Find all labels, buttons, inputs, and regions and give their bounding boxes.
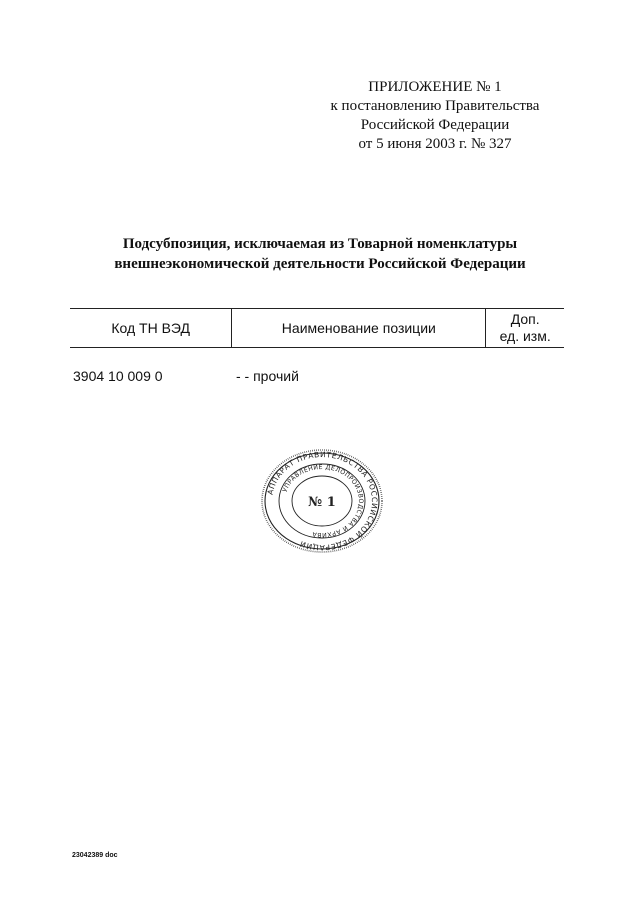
seal-number: № 1 (308, 495, 336, 510)
column-header-unit (486, 309, 564, 347)
footer-filename: 23042389 doc (72, 852, 118, 859)
row-code: 3904 10 009 0 (73, 368, 163, 384)
appendix-line-date: от 5 июня 2003 г. № 327 (358, 136, 512, 152)
table-header (70, 308, 564, 348)
appendix-line-government: Российской Федерации (360, 117, 510, 133)
column-header-code: Код ТН ВЭД (70, 309, 232, 347)
document-title (70, 234, 570, 274)
appendix-label: ПРИЛОЖЕНИЕ № 1 (368, 79, 502, 95)
title-line-2: внешнеэкономической деятельности Российской Федерации (114, 256, 526, 272)
official-seal-stamp (258, 447, 386, 555)
appendix-header (320, 78, 550, 154)
column-header-unit-line2: ед. изм. (499, 328, 551, 344)
appendix-line-resolution: к постановлению Правительства (330, 98, 540, 114)
seal-inner-text: УПРАВЛЕНИЕ ДЕЛОПРОИЗВОДСТВА И АРХИВА (281, 463, 365, 539)
column-header-unit-line1: Доп. (510, 311, 540, 327)
column-header-name: Наименование позиции (232, 309, 486, 347)
seal-outer-text: АППАРАТ ПРАВИТЕЛЬСТВА РОССИЙСКОЙ ФЕДЕРАЦИИ (265, 449, 380, 553)
title-line-1: Подсубпозиция, исключаемая из Товарной номенклатуры (122, 236, 518, 252)
row-name: - - прочий (236, 368, 299, 384)
subposition-table (70, 308, 564, 384)
